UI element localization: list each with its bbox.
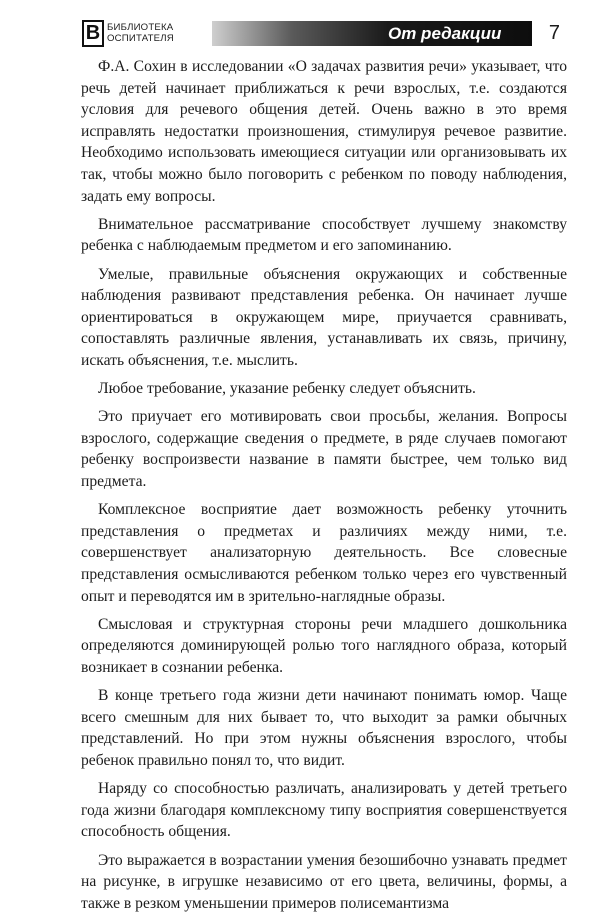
section-banner — [212, 21, 532, 46]
paragraph: В конце третьего года жизни дети начинают понимать юмор. Чаще всего смешным для них бывает то, что выходит за рамки обычных представлений. Но при этом нужны объяснения взрослого, чтобы ребенок правильно понял то, что видит. — [81, 687, 567, 769]
paragraph: Внимательное рассматривание способствует лучшему знакомству ребенка с наблюдаемым предметом и его запоминанию. — [81, 215, 567, 255]
series-name-line2: ОСПИТАТЕЛЯ — [107, 33, 174, 44]
paragraph: Это приучает его мотивировать свои просьбы, желания. Вопросы взрослого, содержащие сведения о предмете, в ряде случаев помогают ребенку воспроизвести название в памяти быстрее, чем только вид предмета. — [81, 408, 567, 491]
paragraph: Это выражается в возрастании умения безошибочно узнавать предмет на рисунке, в игрушке независимо от его цвета, величины, формы, а также в резком уменьшении примеров полисемантизма — [81, 851, 567, 912]
series-letter-badge: В — [82, 20, 104, 47]
page-number: 7 — [548, 22, 560, 44]
running-header — [82, 19, 560, 51]
section-title: От редакции — [388, 24, 502, 43]
paragraph: Ф.А. Сохин в исследовании «О задачах развития речи» указывает, что речь детей начинает приближаться к речи взрослых, т.е. создаются условия для речевого общения детей. Очень важно в это время исправлять недостатки произношения, стимулируя речевое развитие. Необходимо использовать имеющиеся ситуации или организовывать их так, чтобы можно было поговорить с ребенком по поводу наблюдения, задать ему вопросы. — [81, 58, 567, 205]
series-logo — [82, 19, 210, 47]
paragraph: Наряду со способностью различать, анализировать у детей третьего года жизни благодаря комплексному типу восприятия совершенствуется способность общения. — [81, 780, 567, 841]
series-name-line1: БИБЛИОТЕКА — [107, 22, 174, 33]
body-text — [81, 56, 567, 921]
series-name — [107, 22, 174, 44]
paragraph: Любое требование, указание ребенку следует объяснить. — [98, 380, 476, 398]
paragraph: Умелые, правильные объяснения окружающих и собственные наблюдения развивают представления ребенка. Он начинает лучше ориентироваться в окружающем мире, приучается сравнивать, сопоставлять различные явления, устанавливать их связь, причину, искать объяснения, т.е. мыслить. — [81, 265, 567, 369]
paragraph: Комплексное восприятие дает возможность ребенку уточнить представления о предметах и различиях между ними, т.е. совершенствует анализаторную деятельность. Все словесные представления осмысливаются ребенком только через его чувственный опыт и переводятся им в зрительно-наглядные образы. — [81, 501, 567, 605]
paragraph: Смысловая и структурная стороны речи младшего дошкольника определяются доминирующей ролью того наглядного образа, который возникает в сознании ребенка. — [81, 615, 567, 676]
